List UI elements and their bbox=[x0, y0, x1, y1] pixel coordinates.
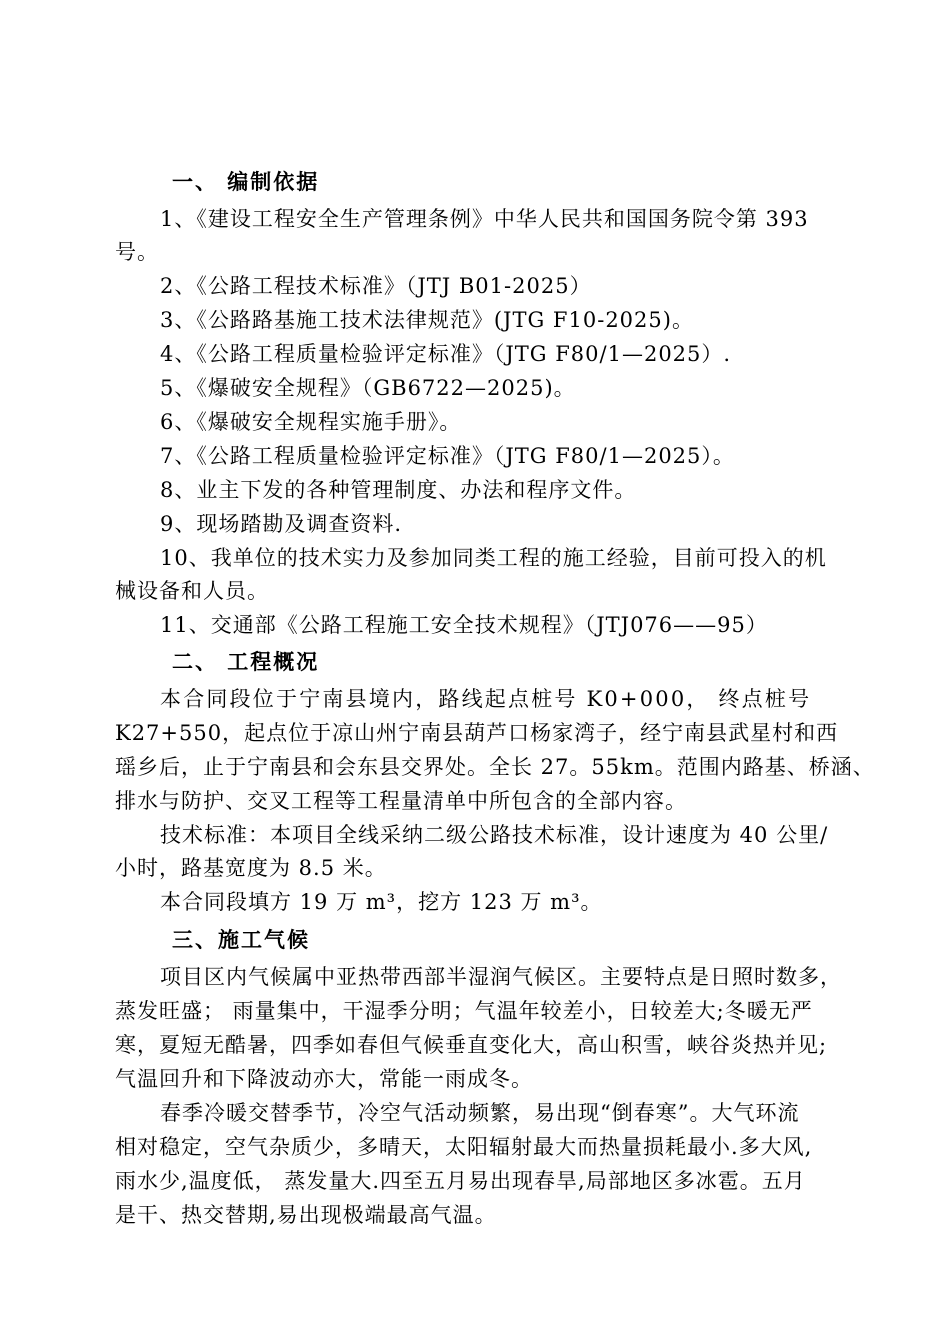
basis-item-9: 9、现场踏勘及调查资料. bbox=[160, 512, 403, 536]
climate-paragraph-line: 寒，夏短无酷暑，四季如春但气候垂直变化大，高山积雪，峡谷炎热并见; bbox=[115, 1033, 828, 1057]
overview-paragraph-line: K27+550，起点位于凉山州宁南县葫芦口杨家湾子，经宁南县武星村和西 bbox=[115, 721, 839, 745]
basis-item-10-cont: 械设备和人员。 bbox=[115, 579, 269, 603]
basis-item-8: 8、业主下发的各种管理制度、办法和程序文件。 bbox=[160, 478, 637, 502]
overview-paragraph-line: 排水与防护、交叉工程等工程量清单中所包含的全部内容。 bbox=[115, 789, 687, 813]
basis-item-10: 10、我单位的技术实力及参加同类工程的施工经验，目前可投入的机 bbox=[160, 546, 827, 570]
climate-paragraph-line: 蒸发旺盛； 雨量集中，干湿季分明；气温年较差小，日较差大;冬暖无严 bbox=[115, 999, 813, 1023]
basis-item-5: 5、《爆破安全规程》（GB6722—2025)。 bbox=[160, 376, 576, 400]
spring-paragraph-line: 相对稳定，空气杂质少，多晴天，太阳辐射最大而热量损耗最小.多大风, bbox=[115, 1135, 813, 1159]
spring-paragraph-line: 是干、热交替期,易出现极端最高气温。 bbox=[115, 1203, 497, 1227]
spring-paragraph-line: 雨水少,温度低， 蒸发量大.四至五月易出现春旱,局部地区多冰雹。五月 bbox=[115, 1169, 806, 1193]
spring-paragraph-line: 春季冷暖交替季节，冷空气活动频繁，易出现“倒春寒”。大气环流 bbox=[160, 1101, 800, 1125]
basis-item-1: 1、《建设工程安全生产管理条例》中华人民共和国国务院令第 393 bbox=[160, 207, 809, 231]
climate-paragraph-line: 气温回升和下降波动亦大，常能一雨成冬。 bbox=[115, 1067, 533, 1091]
basis-item-7: 7、《公路工程质量检验评定标准》（JTG F80/1—2025）。 bbox=[160, 444, 735, 468]
basis-item-1-cont: 号。 bbox=[115, 240, 159, 264]
tech-standard-line: 技术标准：本项目全线采纳二级公路技术标准，设计速度为 40 公里/ bbox=[160, 823, 829, 847]
earthwork-quantity-line: 本合同段填方 19 万 m³，挖方 123 万 m³。 bbox=[160, 890, 603, 914]
section-heading-overview: 二、 工程概况 bbox=[172, 650, 320, 674]
section-heading-basis: 一、 编制依据 bbox=[172, 170, 320, 194]
basis-item-11: 11、交通部《公路工程施工安全技术规程》（JTJ076——95） bbox=[160, 613, 768, 637]
overview-paragraph-line: 瑶乡后，止于宁南县和会东县交界处。全长 27。55km。范围内路基、桥涵、 bbox=[115, 755, 875, 779]
section-heading-climate: 三、施工气候 bbox=[172, 928, 310, 952]
climate-paragraph-line: 项目区内气候属中亚热带西部半湿润气候区。主要特点是日照时数多， bbox=[160, 965, 842, 989]
basis-item-4: 4、《公路工程质量检验评定标准》（JTG F80/1—2025）. bbox=[160, 342, 732, 366]
basis-item-2: 2、《公路工程技术标准》（JTJ B01-2025） bbox=[160, 274, 592, 298]
basis-item-3: 3、《公路路基施工技术法律规范》(JTG F10-2025)。 bbox=[160, 308, 694, 332]
basis-item-6: 6、《爆破安全规程实施手册》。 bbox=[160, 410, 462, 434]
tech-standard-line: 小时，路基宽度为 8.5 米。 bbox=[115, 856, 387, 880]
overview-paragraph-line: 本合同段位于宁南县境内，路线起点桩号 K0+000， 终点桩号 bbox=[160, 687, 812, 711]
